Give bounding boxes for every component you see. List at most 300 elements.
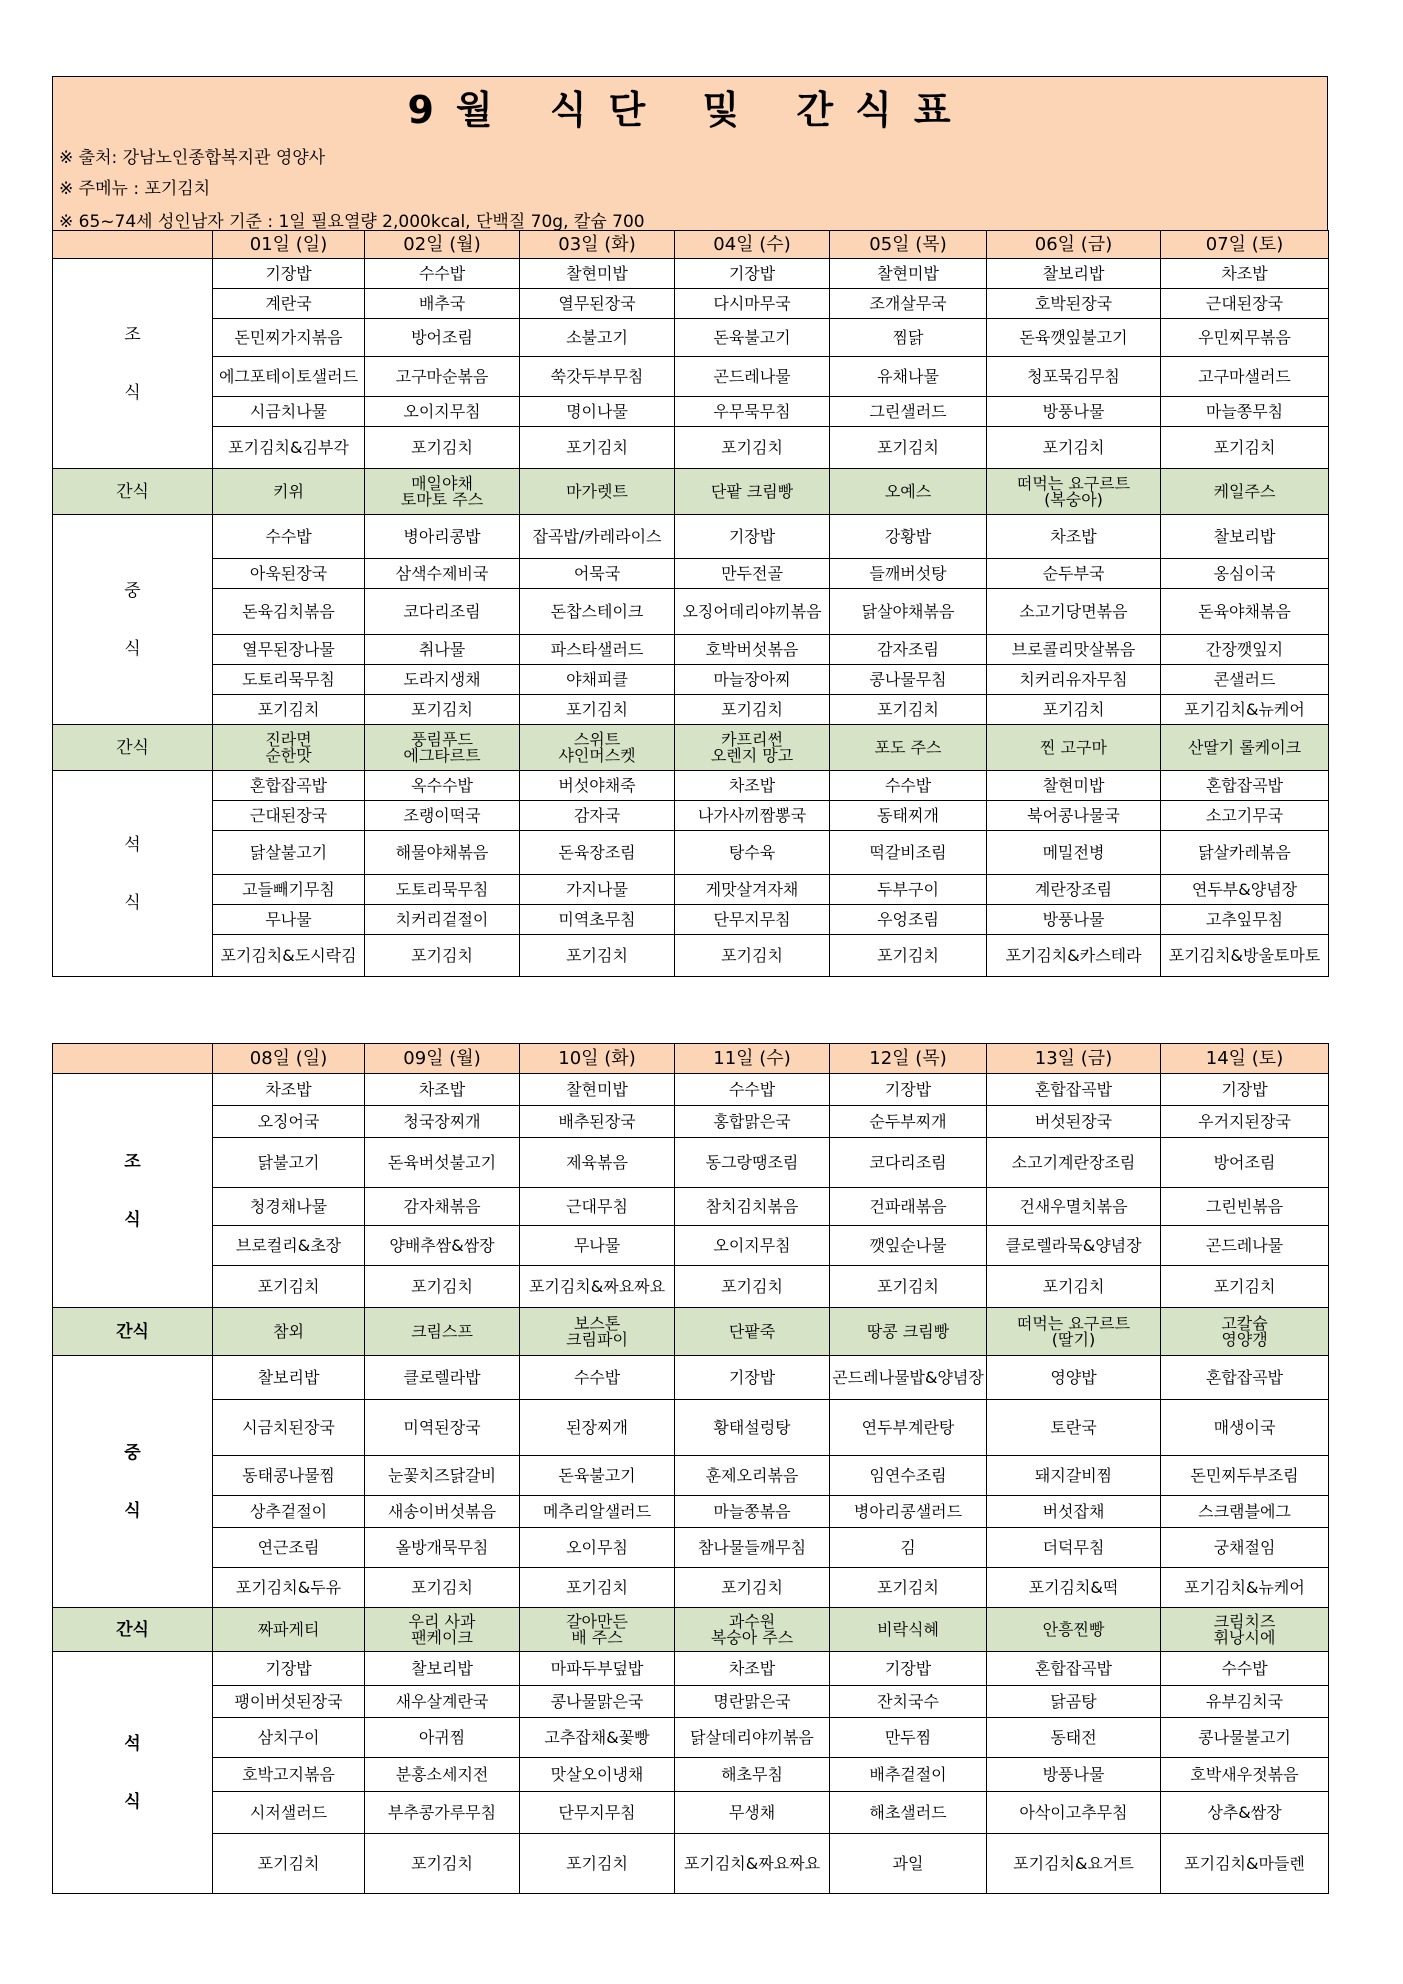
menu-item: 혼합잡곡밥 — [1161, 771, 1329, 801]
menu-item: 궁채절임 — [1161, 1528, 1329, 1568]
menu-item: 에그포테이토샐러드 — [213, 357, 365, 397]
menu-item: 들깨버섯탕 — [830, 559, 987, 589]
menu-item: 차조밥 — [365, 1074, 520, 1106]
menu-item: 곤드레나물밥&양념장 — [830, 1356, 987, 1400]
menu-item: 우엉조림 — [830, 905, 987, 935]
menu-item: 방풍나물 — [987, 1758, 1161, 1792]
menu-item: 포기김치 — [520, 935, 675, 977]
menu-item: 오이지무침 — [365, 397, 520, 427]
menu-item: 병아리콩밥 — [365, 515, 520, 559]
menu-item: 닭살데리야끼볶음 — [675, 1718, 830, 1758]
menu-item: 열무된장나물 — [213, 635, 365, 665]
day-header: 02일 (월) — [365, 231, 520, 259]
menu-item: 포기김치 — [365, 1266, 520, 1308]
menu-item: 김 — [830, 1528, 987, 1568]
menu-item: 파스타샐러드 — [520, 635, 675, 665]
day-header: 03일 (화) — [520, 231, 675, 259]
menu-item: 포기김치 — [365, 695, 520, 725]
menu-item: 분홍소세지전 — [365, 1758, 520, 1792]
menu-item: 유채나물 — [830, 357, 987, 397]
dinner-row — [53, 831, 1329, 875]
menu-item: 포기김치 — [520, 695, 675, 725]
menu-item: 포기김치 — [365, 1834, 520, 1894]
menu-item: 북어콩나물국 — [987, 801, 1161, 831]
day-header: 13일 (금) — [987, 1044, 1161, 1074]
menu-item: 차조밥 — [1161, 259, 1329, 289]
menu-item: 상추겉절이 — [213, 1496, 365, 1528]
menu-item: 명란맑은국 — [675, 1686, 830, 1718]
dinner-row — [53, 1758, 1329, 1792]
breakfast-row — [53, 1226, 1329, 1266]
menu-item: 청국장찌개 — [365, 1106, 520, 1138]
menu-item: 호박버섯볶음 — [675, 635, 830, 665]
dinner-row — [53, 935, 1329, 977]
snack-label: 간식 — [53, 469, 213, 515]
menu-item: 옹심이국 — [1161, 559, 1329, 589]
menu-item: 명이나물 — [520, 397, 675, 427]
menu-item: 어묵국 — [520, 559, 675, 589]
day-header: 01일 (일) — [213, 231, 365, 259]
menu-item: 조개살무국 — [830, 289, 987, 319]
menu-item: 홍합맑은국 — [675, 1106, 830, 1138]
menu-item: 방풍나물 — [987, 905, 1161, 935]
menu-item: 청경채나물 — [213, 1188, 365, 1226]
menu-item: 수수밥 — [830, 771, 987, 801]
menu-item: 해물야채볶음 — [365, 831, 520, 875]
breakfast-row — [53, 427, 1329, 469]
breakfast-label: 조 식 — [53, 1074, 213, 1308]
menu-item: 포기김치 — [520, 427, 675, 469]
menu-item: 포기김치 — [1161, 427, 1329, 469]
menu-item: 훈제오리볶음 — [675, 1456, 830, 1496]
dinner-label: 석 식 — [53, 1652, 213, 1894]
lunch-label: 중 식 — [53, 1356, 213, 1608]
menu-item: 오이지무침 — [675, 1226, 830, 1266]
menu-item: 동태찌개 — [830, 801, 987, 831]
menu-item: 찜닭 — [830, 319, 987, 357]
menu-item: 찰보리밥 — [1161, 515, 1329, 559]
menu-item: 포기김치 — [675, 1266, 830, 1308]
menu-item: 고추잡채&꽃빵 — [520, 1718, 675, 1758]
menu-item: 야채피클 — [520, 665, 675, 695]
snack-item: 포도 주스 — [830, 725, 987, 771]
day-header: 09일 (월) — [365, 1044, 520, 1074]
menu-item: 닭살야채볶음 — [830, 589, 987, 635]
menu-item: 방풍나물 — [987, 397, 1161, 427]
menu-item: 만두전골 — [675, 559, 830, 589]
breakfast-row — [53, 289, 1329, 319]
menu-item: 근대된장국 — [213, 801, 365, 831]
menu-item: 오징어국 — [213, 1106, 365, 1138]
menu-item: 탕수육 — [675, 831, 830, 875]
week1-sheet — [52, 76, 1328, 977]
snack-item: 키위 — [213, 469, 365, 515]
menu-item: 간장깻잎지 — [1161, 635, 1329, 665]
day-header: 08일 (일) — [213, 1044, 365, 1074]
menu-item: 연두부계란탕 — [830, 1400, 987, 1456]
source-note: ※ 출처: 강남노인종합복지관 영양사 — [59, 148, 326, 168]
menu-item: 황태설렁탕 — [675, 1400, 830, 1456]
menu-item: 포기김치 — [365, 1568, 520, 1608]
title-box — [52, 76, 1328, 230]
menu-item: 미역된장국 — [365, 1400, 520, 1456]
menu-item: 기장밥 — [1161, 1074, 1329, 1106]
menu-item: 병아리콩샐러드 — [830, 1496, 987, 1528]
menu-item: 팽이버섯된장국 — [213, 1686, 365, 1718]
menu-item: 포기김치&뉴케어 — [1161, 695, 1329, 725]
lunch-row — [53, 665, 1329, 695]
menu-item: 포기김치 — [365, 427, 520, 469]
menu-item: 토란국 — [987, 1400, 1161, 1456]
menu-item: 돈찹스테이크 — [520, 589, 675, 635]
dinner-row — [53, 1652, 1329, 1686]
menu-item: 가지나물 — [520, 875, 675, 905]
menu-item: 단무지무침 — [520, 1792, 675, 1834]
menu-item: 버섯된장국 — [987, 1106, 1161, 1138]
menu-item: 닭살불고기 — [213, 831, 365, 875]
week2-menu-table — [52, 1043, 1329, 1894]
menu-item: 연근조림 — [213, 1528, 365, 1568]
menu-item: 돈육불고기 — [520, 1456, 675, 1496]
menu-item: 호박새우젓볶음 — [1161, 1758, 1329, 1792]
menu-item: 포기김치 — [830, 695, 987, 725]
menu-item: 수수밥 — [675, 1074, 830, 1106]
dinner-row — [53, 1686, 1329, 1718]
menu-item: 찰현미밥 — [520, 259, 675, 289]
afternoon-snack-row — [53, 725, 1329, 771]
menu-item: 참나물들깨무침 — [675, 1528, 830, 1568]
main-menu-note: ※ 주메뉴 : 포기김치 — [59, 179, 211, 199]
lunch-row — [53, 1568, 1329, 1608]
menu-item: 방어조림 — [365, 319, 520, 357]
menu-item: 포기김치 — [1161, 1266, 1329, 1308]
snack-item: 마가렛트 — [520, 469, 675, 515]
menu-item: 계란장조림 — [987, 875, 1161, 905]
menu-item: 기장밥 — [675, 259, 830, 289]
snack-item: 고칼슘 영양갱 — [1161, 1308, 1329, 1356]
menu-item: 차조밥 — [675, 771, 830, 801]
corner-cell — [53, 231, 213, 259]
menu-item: 닭살카레볶음 — [1161, 831, 1329, 875]
menu-item: 곤드레나물 — [675, 357, 830, 397]
breakfast-row — [53, 1266, 1329, 1308]
menu-item: 찰현미밥 — [987, 771, 1161, 801]
menu-item: 기장밥 — [213, 259, 365, 289]
menu-item: 콩나물맑은국 — [520, 1686, 675, 1718]
menu-item: 포기김치&도시락김 — [213, 935, 365, 977]
menu-item: 양배추쌈&쌈장 — [365, 1226, 520, 1266]
menu-item: 무나물 — [213, 905, 365, 935]
snack-item: 산딸기 롤케이크 — [1161, 725, 1329, 771]
menu-item: 포기김치 — [213, 1266, 365, 1308]
menu-item: 두부구이 — [830, 875, 987, 905]
lunch-row — [53, 635, 1329, 665]
menu-item: 찰보리밥 — [987, 259, 1161, 289]
menu-item: 시저샐러드 — [213, 1792, 365, 1834]
snack-item: 카프리썬 오렌지 망고 — [675, 725, 830, 771]
dinner-row — [53, 905, 1329, 935]
snack-item: 땅콩 크림빵 — [830, 1308, 987, 1356]
menu-item: 닭불고기 — [213, 1138, 365, 1188]
menu-item: 포기김치&짜요짜요 — [520, 1266, 675, 1308]
breakfast-row — [53, 1106, 1329, 1138]
menu-item: 호박고지볶음 — [213, 1758, 365, 1792]
menu-item: 배추된장국 — [520, 1106, 675, 1138]
day-header-row — [53, 231, 1329, 259]
nutrition-note: ※ 65~74세 성인남자 기준 : 1일 필요열량 2,000kcal, 단백질 70g, 칼슘 700 — [59, 212, 645, 232]
menu-item: 닭곰탕 — [987, 1686, 1161, 1718]
menu-item: 떡갈비조림 — [830, 831, 987, 875]
menu-item: 스크램블에그 — [1161, 1496, 1329, 1528]
menu-item: 치커리유자무침 — [987, 665, 1161, 695]
menu-item: 포기김치 — [830, 1266, 987, 1308]
menu-item: 열무된장국 — [520, 289, 675, 319]
menu-item: 포기김치&떡 — [987, 1568, 1161, 1608]
menu-item: 포기김치 — [213, 1834, 365, 1894]
dinner-label: 석 식 — [53, 771, 213, 977]
menu-item: 기장밥 — [830, 1074, 987, 1106]
menu-item: 아귀찜 — [365, 1718, 520, 1758]
menu-item: 도토리묵무침 — [365, 875, 520, 905]
menu-item: 조랭이떡국 — [365, 801, 520, 831]
dinner-row — [53, 1834, 1329, 1894]
dinner-row — [53, 1792, 1329, 1834]
lunch-row — [53, 1496, 1329, 1528]
menu-item: 부추콩가루무침 — [365, 1792, 520, 1834]
menu-item: 호박된장국 — [987, 289, 1161, 319]
menu-item: 차조밥 — [213, 1074, 365, 1106]
menu-item: 동그랑땡조림 — [675, 1138, 830, 1188]
lunch-row — [53, 559, 1329, 589]
menu-item: 그린빈볶음 — [1161, 1188, 1329, 1226]
menu-item: 강황밥 — [830, 515, 987, 559]
breakfast-row — [53, 259, 1329, 289]
menu-item: 콘샐러드 — [1161, 665, 1329, 695]
menu-item: 오이무침 — [520, 1528, 675, 1568]
menu-item: 포기김치 — [675, 695, 830, 725]
menu-item: 찰보리밥 — [213, 1356, 365, 1400]
snack-item: 참외 — [213, 1308, 365, 1356]
menu-item: 찰현미밥 — [520, 1074, 675, 1106]
menu-item: 수수밥 — [1161, 1652, 1329, 1686]
menu-item: 임연수조림 — [830, 1456, 987, 1496]
menu-item: 콩나물무침 — [830, 665, 987, 695]
menu-item: 돈육버섯불고기 — [365, 1138, 520, 1188]
menu-item: 오징어데리야끼볶음 — [675, 589, 830, 635]
menu-item: 배추겉절이 — [830, 1758, 987, 1792]
snack-item: 크림스프 — [365, 1308, 520, 1356]
menu-item: 옥수수밥 — [365, 771, 520, 801]
snack-label: 간식 — [53, 725, 213, 771]
menu-item: 포기김치 — [830, 935, 987, 977]
menu-item: 포기김치&방울토마토 — [1161, 935, 1329, 977]
page-title: 9월 식단 및 간식표 — [407, 88, 973, 132]
lunch-row — [53, 695, 1329, 725]
menu-item: 포기김치 — [675, 427, 830, 469]
menu-item: 아삭이고추무침 — [987, 1792, 1161, 1834]
dinner-row — [53, 1718, 1329, 1758]
lunch-row — [53, 1528, 1329, 1568]
menu-item: 마파두부덮밥 — [520, 1652, 675, 1686]
menu-item: 혼합잡곡밥 — [987, 1074, 1161, 1106]
menu-item: 포기김치&뉴케어 — [1161, 1568, 1329, 1608]
breakfast-row — [53, 1138, 1329, 1188]
snack-item: 매일야채 토마토 주스 — [365, 469, 520, 515]
menu-item: 포기김치&요거트 — [987, 1834, 1161, 1894]
menu-item: 소고기무국 — [1161, 801, 1329, 831]
menu-item: 쑥갓두부무침 — [520, 357, 675, 397]
morning-snack-row — [53, 1308, 1329, 1356]
snack-item: 풍림푸드 에그타르트 — [365, 725, 520, 771]
menu-item: 동태콩나물찜 — [213, 1456, 365, 1496]
menu-item: 계란국 — [213, 289, 365, 319]
day-header: 14일 (토) — [1161, 1044, 1329, 1074]
menu-item: 연두부&양념장 — [1161, 875, 1329, 905]
menu-item: 고구마순볶음 — [365, 357, 520, 397]
dinner-row — [53, 875, 1329, 905]
menu-item: 포기김치&카스테라 — [987, 935, 1161, 977]
menu-item: 더덕무침 — [987, 1528, 1161, 1568]
menu-item: 돈육불고기 — [675, 319, 830, 357]
snack-item: 크림치즈 휘낭시에 — [1161, 1608, 1329, 1652]
menu-item: 곤드레나물 — [1161, 1226, 1329, 1266]
lunch-label: 중 식 — [53, 515, 213, 725]
menu-item: 된장찌개 — [520, 1400, 675, 1456]
menu-item: 포기김치 — [830, 427, 987, 469]
menu-item: 포기김치&마들렌 — [1161, 1834, 1329, 1894]
menu-item: 건새우멸치볶음 — [987, 1188, 1161, 1226]
menu-item: 무생채 — [675, 1792, 830, 1834]
menu-item: 잔치국수 — [830, 1686, 987, 1718]
menu-item: 브로콜리맛살볶음 — [987, 635, 1161, 665]
menu-item: 돈민찌가지볶음 — [213, 319, 365, 357]
menu-item: 포기김치&두유 — [213, 1568, 365, 1608]
breakfast-label: 조 식 — [53, 259, 213, 469]
menu-item: 돼지갈비찜 — [987, 1456, 1161, 1496]
menu-item: 코다리조림 — [365, 589, 520, 635]
snack-item: 떠먹는 요구르트 (딸기) — [987, 1308, 1161, 1356]
snack-item: 안흥찐빵 — [987, 1608, 1161, 1652]
menu-item: 마늘쫑무침 — [1161, 397, 1329, 427]
afternoon-snack-row — [53, 1608, 1329, 1652]
menu-item: 포기김치 — [987, 427, 1161, 469]
corner-cell — [53, 1044, 213, 1074]
menu-item: 메밀전병 — [987, 831, 1161, 875]
menu-item: 포기김치 — [830, 1568, 987, 1608]
menu-item: 잡곡밥/카레라이스 — [520, 515, 675, 559]
menu-item: 포기김치 — [987, 695, 1161, 725]
breakfast-row — [53, 1074, 1329, 1106]
menu-item: 차조밥 — [675, 1652, 830, 1686]
day-header-row — [53, 1044, 1329, 1074]
menu-item: 포기김치 — [213, 695, 365, 725]
menu-item: 혼합잡곡밥 — [987, 1652, 1161, 1686]
snack-item: 단팥 크림빵 — [675, 469, 830, 515]
menu-item: 돈육야채볶음 — [1161, 589, 1329, 635]
menu-item: 미역초무침 — [520, 905, 675, 935]
menu-item: 수수밥 — [213, 515, 365, 559]
snack-item: 단팥죽 — [675, 1308, 830, 1356]
menu-item: 돈육장조림 — [520, 831, 675, 875]
menu-item: 방어조림 — [1161, 1138, 1329, 1188]
menu-item: 과일 — [830, 1834, 987, 1894]
menu-item: 동태전 — [987, 1718, 1161, 1758]
menu-item: 아욱된장국 — [213, 559, 365, 589]
day-header: 07일 (토) — [1161, 231, 1329, 259]
menu-item: 메추리알샐러드 — [520, 1496, 675, 1528]
week2-sheet — [52, 1043, 1328, 1894]
menu-item: 삼치구이 — [213, 1718, 365, 1758]
lunch-row — [53, 1400, 1329, 1456]
menu-item: 시금치나물 — [213, 397, 365, 427]
lunch-row — [53, 1456, 1329, 1496]
breakfast-row — [53, 397, 1329, 427]
menu-item: 버섯야채죽 — [520, 771, 675, 801]
day-header: 06일 (금) — [987, 231, 1161, 259]
menu-item: 상추&쌈장 — [1161, 1792, 1329, 1834]
snack-item: 우리 사과 팬케이크 — [365, 1608, 520, 1652]
menu-item: 돈육깻잎불고기 — [987, 319, 1161, 357]
menu-item: 포기김치 — [675, 935, 830, 977]
menu-item: 유부김치국 — [1161, 1686, 1329, 1718]
menu-item: 매생이국 — [1161, 1400, 1329, 1456]
menu-item: 우민찌무볶음 — [1161, 319, 1329, 357]
menu-item: 도라지생채 — [365, 665, 520, 695]
menu-item: 포기김치 — [520, 1568, 675, 1608]
menu-item: 취나물 — [365, 635, 520, 665]
menu-item: 배추국 — [365, 289, 520, 319]
snack-item: 케일주스 — [1161, 469, 1329, 515]
menu-item: 기장밥 — [675, 515, 830, 559]
menu-item: 순두부찌개 — [830, 1106, 987, 1138]
snack-label: 간식 — [53, 1608, 213, 1652]
menu-item: 찰보리밥 — [365, 1652, 520, 1686]
menu-item: 깻잎순나물 — [830, 1226, 987, 1266]
menu-item: 마늘장아찌 — [675, 665, 830, 695]
menu-item: 마늘쫑볶음 — [675, 1496, 830, 1528]
menu-item: 치커리겉절이 — [365, 905, 520, 935]
menu-item: 코다리조림 — [830, 1138, 987, 1188]
menu-item: 클로렐라묵&양념장 — [987, 1226, 1161, 1266]
menu-item: 소고기계란장조림 — [987, 1138, 1161, 1188]
menu-item: 올방개묵무침 — [365, 1528, 520, 1568]
menu-item: 만두찜 — [830, 1718, 987, 1758]
snack-label: 간식 — [53, 1308, 213, 1356]
menu-item: 돈민찌두부조림 — [1161, 1456, 1329, 1496]
day-header: 11일 (수) — [675, 1044, 830, 1074]
breakfast-row — [53, 357, 1329, 397]
breakfast-row — [53, 1188, 1329, 1226]
menu-item: 수수밥 — [365, 259, 520, 289]
menu-item: 차조밥 — [987, 515, 1161, 559]
menu-item: 포기김치 — [520, 1834, 675, 1894]
menu-item: 무나물 — [520, 1226, 675, 1266]
lunch-row — [53, 515, 1329, 559]
dinner-row — [53, 771, 1329, 801]
week1-menu-table — [52, 230, 1329, 977]
menu-item: 우무묵무침 — [675, 397, 830, 427]
menu-item: 새송이버섯볶음 — [365, 1496, 520, 1528]
menu-item: 그린샐러드 — [830, 397, 987, 427]
menu-item: 감자채볶음 — [365, 1188, 520, 1226]
menu-item: 우거지된장국 — [1161, 1106, 1329, 1138]
snack-item: 떠먹는 요구르트 (복숭아) — [987, 469, 1161, 515]
menu-item: 맛살오이냉채 — [520, 1758, 675, 1792]
lunch-row — [53, 1356, 1329, 1400]
menu-item: 시금치된장국 — [213, 1400, 365, 1456]
menu-item: 나가사끼짬뽕국 — [675, 801, 830, 831]
menu-item: 고구마샐러드 — [1161, 357, 1329, 397]
